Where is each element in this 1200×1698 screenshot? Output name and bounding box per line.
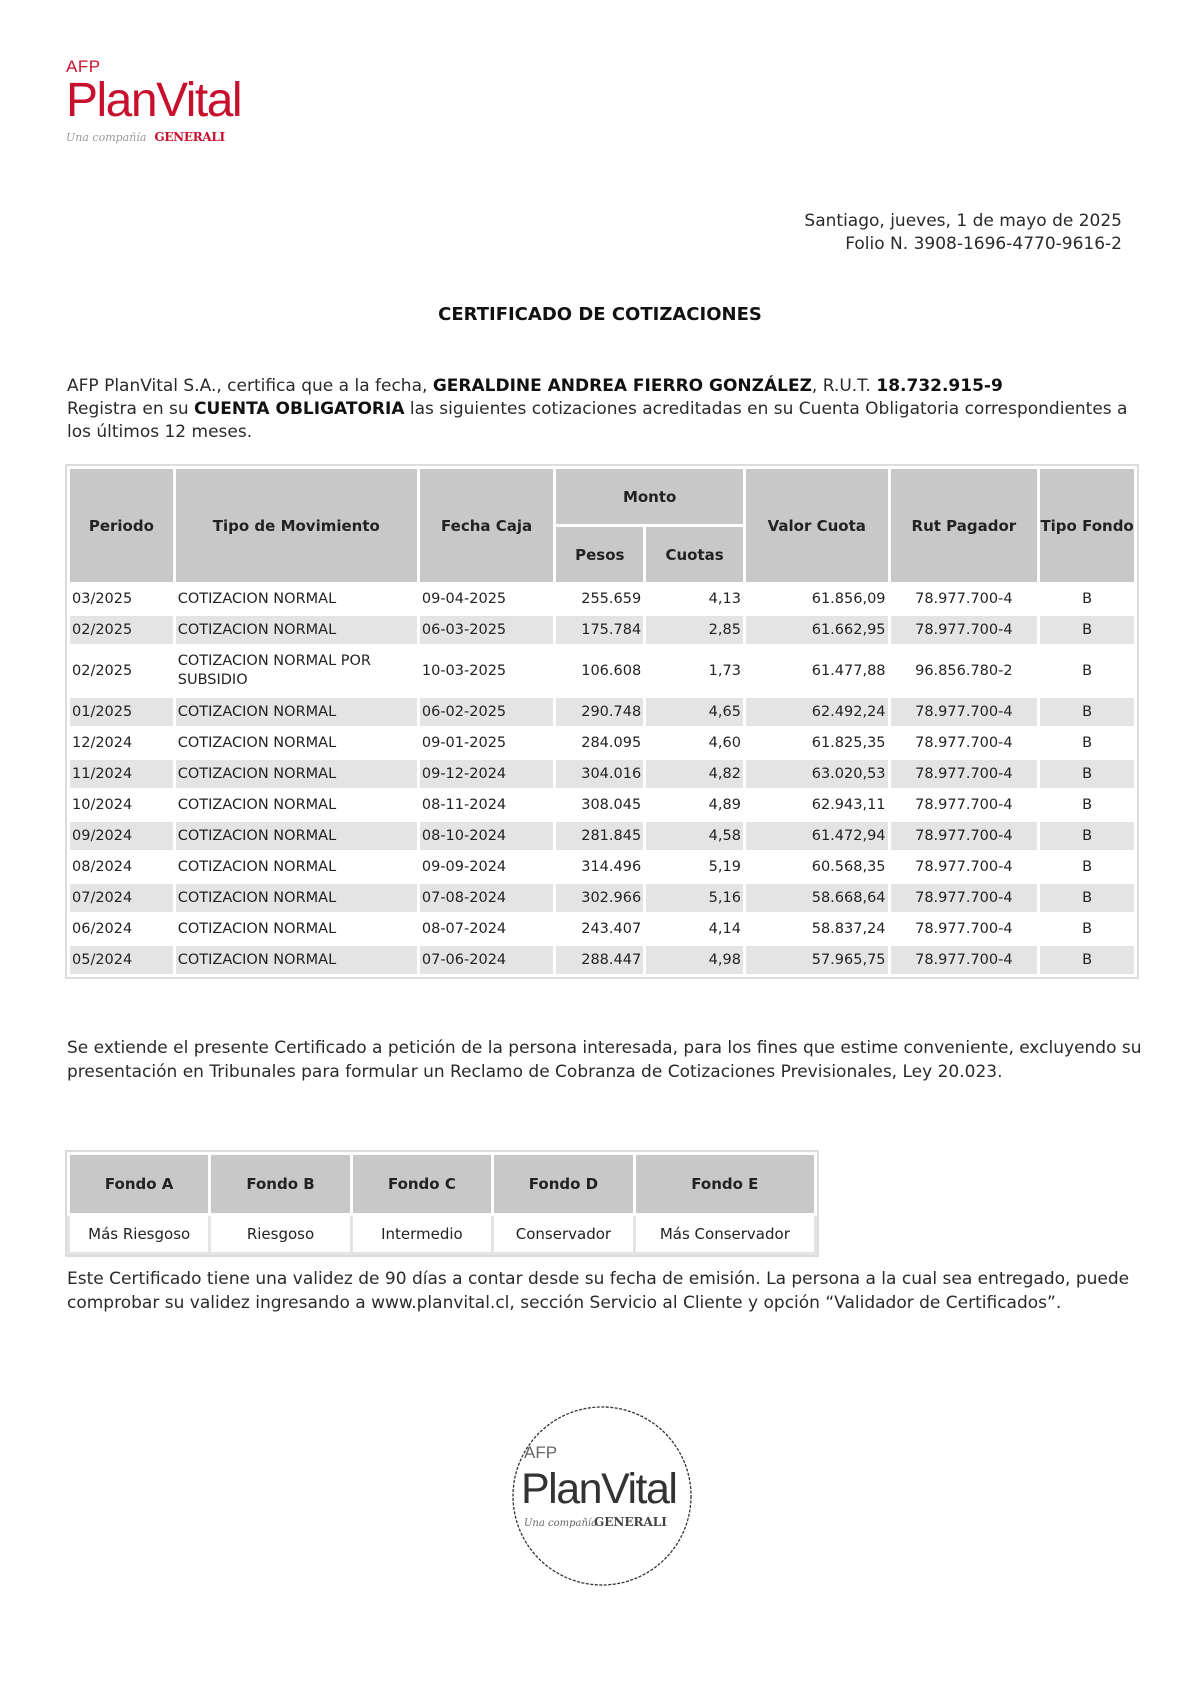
cell-pesos: 175.784 [555, 615, 645, 646]
cell-rut: 78.977.700-4 [889, 584, 1039, 615]
header-valor-cuota: Valor Cuota [744, 468, 889, 584]
logo-afp: AFP [66, 57, 101, 76]
cell-periodo: 02/2025 [69, 646, 175, 697]
cell-valor: 61.856,09 [744, 584, 889, 615]
validity-paragraph: Este Certificado tiene una validez de 90 días a contar desde su fecha de emisión. La persona a la cual sea entregado, puede comprobar su validez ingresando a www.planvital.cl, sección Servicio al Cliente y opción “Validador de Certificados”. [67, 1269, 1130, 1313]
cell-fondo: B [1039, 945, 1136, 976]
cell-periodo: 09/2024 [69, 821, 175, 852]
cell-fecha: 09-12-2024 [418, 759, 554, 790]
planvital-seal-icon [510, 1404, 694, 1588]
cell-tipo: COTIZACION NORMAL [174, 584, 418, 615]
cell-cuotas: 5,19 [645, 852, 745, 883]
cell-pesos: 314.496 [555, 852, 645, 883]
table-row [69, 697, 1136, 728]
cell-tipo: COTIZACION NORMAL [174, 852, 418, 883]
logo-tag-brand: GENERALI [154, 130, 225, 144]
cell-rut: 78.977.700-4 [889, 759, 1039, 790]
cell-fondo: B [1039, 728, 1136, 759]
cell-cuotas: 4,65 [645, 697, 745, 728]
fund-a-header: Fondo A [69, 1154, 210, 1215]
table-row [69, 883, 1136, 914]
intro-paragraph [67, 375, 1137, 444]
cell-pesos: 290.748 [555, 697, 645, 728]
cell-fondo: B [1039, 852, 1136, 883]
cell-valor: 58.837,24 [744, 914, 889, 945]
cell-tipo: COTIZACION NORMAL [174, 945, 418, 976]
cell-rut: 78.977.700-4 [889, 728, 1039, 759]
table-row [69, 584, 1136, 615]
table-row [69, 646, 1136, 697]
cell-valor: 62.943,11 [744, 790, 889, 821]
cell-fondo: B [1039, 883, 1136, 914]
cell-fecha: 06-02-2025 [418, 697, 554, 728]
cell-rut: 78.977.700-4 [889, 883, 1039, 914]
folio-number: Folio N. 3908-1696-4770-9616-2 [845, 234, 1122, 254]
logo-brand: PlanVital [66, 74, 242, 127]
fund-c-header: Fondo C [351, 1154, 492, 1215]
cell-fecha: 09-01-2025 [418, 728, 554, 759]
contributions-table [67, 466, 1137, 977]
table-row [69, 852, 1136, 883]
cell-periodo: 11/2024 [69, 759, 175, 790]
holder-rut: 18.732.915-9 [876, 376, 1003, 396]
cell-valor: 61.472,94 [744, 821, 889, 852]
cell-fecha: 08-10-2024 [418, 821, 554, 852]
cell-fecha: 08-07-2024 [418, 914, 554, 945]
fund-b-value: Riesgoso [210, 1215, 351, 1254]
cell-periodo: 02/2025 [69, 615, 175, 646]
logo-tag-italic: Una compañía [66, 131, 147, 144]
cell-tipo: COTIZACION NORMAL [174, 728, 418, 759]
cell-rut: 96.856.780-2 [889, 646, 1039, 697]
header-rut-pagador: Rut Pagador [889, 468, 1039, 584]
cell-periodo: 06/2024 [69, 914, 175, 945]
fund-b-header: Fondo B [210, 1154, 351, 1215]
cell-periodo: 12/2024 [69, 728, 175, 759]
seal-tag-brand: GENERALI [594, 1515, 667, 1529]
header-fecha-caja: Fecha Caja [418, 468, 554, 584]
table-row [69, 728, 1136, 759]
cell-rut: 78.977.700-4 [889, 790, 1039, 821]
cell-valor: 62.492,24 [744, 697, 889, 728]
cell-periodo: 03/2025 [69, 584, 175, 615]
header-pesos: Pesos [555, 526, 645, 584]
intro-text-2: , R.U.T. [811, 376, 877, 396]
seal-tag-italic: Una compañía [524, 1518, 598, 1529]
cell-cuotas: 4,89 [645, 790, 745, 821]
cell-tipo: COTIZACION NORMAL [174, 914, 418, 945]
header-periodo: Periodo [69, 468, 175, 584]
cell-cuotas: 1,73 [645, 646, 745, 697]
cell-valor: 58.668,64 [744, 883, 889, 914]
account-type: CUENTA OBLIGATORIA [194, 399, 405, 419]
cell-valor: 61.477,88 [744, 646, 889, 697]
fund-e-header: Fondo E [634, 1154, 815, 1215]
cell-rut: 78.977.700-4 [889, 821, 1039, 852]
cell-fecha: 09-04-2025 [418, 584, 554, 615]
fund-c-value: Intermedio [351, 1215, 492, 1254]
cell-fecha: 07-08-2024 [418, 883, 554, 914]
table-row [69, 790, 1136, 821]
cell-pesos: 281.845 [555, 821, 645, 852]
header-tipo-movimiento: Tipo de Movimiento [174, 468, 418, 584]
logo-tagline [66, 130, 266, 144]
cell-cuotas: 2,85 [645, 615, 745, 646]
cell-fondo: B [1039, 790, 1136, 821]
cell-pesos: 106.608 [555, 646, 645, 697]
cell-rut: 78.977.700-4 [889, 945, 1039, 976]
cell-fondo: B [1039, 759, 1136, 790]
header-cuotas: Cuotas [645, 526, 745, 584]
fund-d-header: Fondo D [493, 1154, 635, 1215]
cell-fondo: B [1039, 615, 1136, 646]
document-header [804, 210, 1122, 256]
cell-pesos: 255.659 [555, 584, 645, 615]
table-row [69, 615, 1136, 646]
holder-name: GERALDINE ANDREA FIERRO GONZÁLEZ [432, 376, 812, 396]
closing-paragraph: Se extiende el presente Certificado a petición de la persona interesada, para los fines que estime conveniente, excluyendo su presentación en Tribunales para formular un Reclamo de Cobranza de Cotizaciones Previsionales, Ley 20.023. [67, 1038, 1142, 1082]
cell-fecha: 07-06-2024 [418, 945, 554, 976]
cell-cuotas: 4,98 [645, 945, 745, 976]
cell-rut: 78.977.700-4 [889, 697, 1039, 728]
table-row [69, 914, 1136, 945]
cell-pesos: 302.966 [555, 883, 645, 914]
cell-tipo: COTIZACION NORMAL [174, 883, 418, 914]
cell-fecha: 09-09-2024 [418, 852, 554, 883]
seal-afp: AFP [524, 1443, 558, 1462]
cell-valor: 60.568,35 [744, 852, 889, 883]
fund-e-value: Más Conservador [634, 1215, 815, 1254]
table-row [69, 759, 1136, 790]
cell-tipo: COTIZACION NORMAL [174, 790, 418, 821]
fund-d-value: Conservador [493, 1215, 635, 1254]
cell-fondo: B [1039, 584, 1136, 615]
intro-text-4: las siguientes cotizaciones acreditadas en su Cuenta Obligatoria correspondientes a los últimos 12 meses. [67, 399, 1128, 442]
cell-valor: 57.965,75 [744, 945, 889, 976]
cell-fecha: 06-03-2025 [418, 615, 554, 646]
cell-pesos: 308.045 [555, 790, 645, 821]
cell-fondo: B [1039, 821, 1136, 852]
cell-periodo: 08/2024 [69, 852, 175, 883]
cell-fondo: B [1039, 646, 1136, 697]
header-tipo-fondo: Tipo Fondo [1039, 468, 1136, 584]
cell-tipo: COTIZACION NORMAL [174, 615, 418, 646]
cell-fecha: 08-11-2024 [418, 790, 554, 821]
cell-fondo: B [1039, 914, 1136, 945]
table-row [69, 821, 1136, 852]
cell-tipo: COTIZACION NORMAL [174, 759, 418, 790]
place-date: Santiago, jueves, 1 de mayo de 2025 [804, 211, 1122, 231]
cell-cuotas: 4,13 [645, 584, 745, 615]
funds-legend-table [67, 1152, 817, 1255]
intro-text-3: Registra en su [67, 399, 195, 419]
header-monto: Monto [555, 468, 745, 526]
cell-tipo: COTIZACION NORMAL POR SUBSIDIO [174, 646, 418, 697]
document-title: CERTIFICADO DE COTIZACIONES [438, 304, 762, 325]
seal-brand: PlanVital [521, 1465, 677, 1513]
cell-cuotas: 4,60 [645, 728, 745, 759]
cell-cuotas: 4,82 [645, 759, 745, 790]
cell-periodo: 05/2024 [69, 945, 175, 976]
planvital-logo [66, 58, 266, 144]
cell-rut: 78.977.700-4 [889, 615, 1039, 646]
cell-rut: 78.977.700-4 [889, 914, 1039, 945]
cell-tipo: COTIZACION NORMAL [174, 821, 418, 852]
cell-pesos: 304.016 [555, 759, 645, 790]
cell-tipo: COTIZACION NORMAL [174, 697, 418, 728]
cell-valor: 63.020,53 [744, 759, 889, 790]
cell-periodo: 10/2024 [69, 790, 175, 821]
cell-valor: 61.662,95 [744, 615, 889, 646]
cell-fecha: 10-03-2025 [418, 646, 554, 697]
fund-a-value: Más Riesgoso [69, 1215, 210, 1254]
table-row [69, 945, 1136, 976]
cell-cuotas: 4,14 [645, 914, 745, 945]
cell-cuotas: 5,16 [645, 883, 745, 914]
cell-cuotas: 4,58 [645, 821, 745, 852]
cell-valor: 61.825,35 [744, 728, 889, 759]
cell-periodo: 01/2025 [69, 697, 175, 728]
cell-pesos: 243.407 [555, 914, 645, 945]
cell-pesos: 284.095 [555, 728, 645, 759]
cell-fondo: B [1039, 697, 1136, 728]
cell-pesos: 288.447 [555, 945, 645, 976]
intro-text-1: AFP PlanVital S.A., certifica que a la fecha, [67, 376, 433, 396]
cell-rut: 78.977.700-4 [889, 852, 1039, 883]
cell-periodo: 07/2024 [69, 883, 175, 914]
